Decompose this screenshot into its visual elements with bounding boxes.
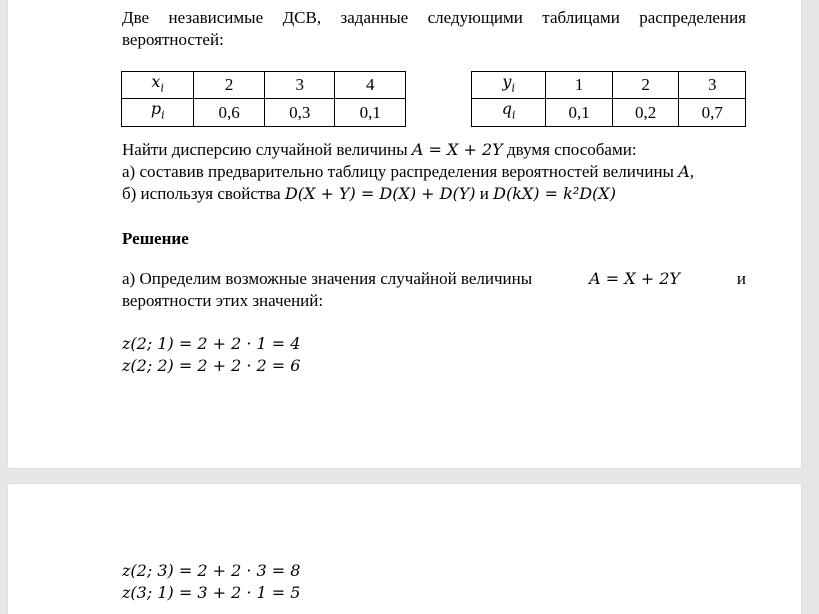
intro-line-1: Две независимые ДСВ, заданные следующими таблицами распределения bbox=[122, 8, 746, 27]
item-b-text: б) используя свойства bbox=[122, 184, 281, 203]
item-b-formula-1: D(X + Y) = D(X) + D(Y) bbox=[284, 184, 476, 203]
table-cell: 0,1 bbox=[546, 99, 613, 126]
task-line bbox=[122, 139, 637, 161]
table-cell: 2 bbox=[612, 72, 679, 99]
equation-line: z(2; 2) = 2 + 2 · 2 = 6 bbox=[122, 356, 301, 375]
table-row bbox=[472, 72, 746, 99]
document-page-2 bbox=[8, 484, 801, 614]
table-row bbox=[472, 99, 746, 126]
item-b-and: и bbox=[479, 184, 489, 203]
document-page-1 bbox=[8, 0, 801, 468]
table-row bbox=[122, 72, 406, 99]
solution-para-a-line-2: вероятности этих значений: bbox=[122, 291, 324, 310]
item-b-formula-2: D(kX) = k²D(X) bbox=[493, 184, 616, 203]
table-cell: 3 bbox=[264, 72, 335, 99]
item-a-var: A bbox=[678, 162, 690, 181]
item-a-text: а) составив предварительно таблицу распределения вероятностей величины bbox=[122, 162, 674, 181]
task-tail: двумя способами: bbox=[506, 140, 637, 159]
table-cell: 0,1 bbox=[335, 99, 406, 126]
para-a-and: и bbox=[736, 269, 746, 288]
task-formula: A = X + 2Y bbox=[411, 140, 503, 159]
table-header-cell: $q_i$ bbox=[472, 99, 546, 126]
table-cell: 0,2 bbox=[612, 99, 679, 126]
solution-heading: Решение bbox=[122, 229, 189, 248]
table-cell: 4 bbox=[335, 72, 406, 99]
para-a-formula: A = X + 2Y bbox=[589, 269, 680, 288]
table-header-cell: $y_i$ bbox=[472, 72, 546, 99]
equation-line: z(3; 1) = 3 + 2 · 1 = 5 bbox=[122, 583, 301, 602]
item-a-line bbox=[122, 161, 694, 183]
item-b-line bbox=[122, 183, 616, 205]
equation-line: z(2; 1) = 2 + 2 · 1 = 4 bbox=[122, 334, 301, 353]
task-text: Найти дисперсию случайной величины bbox=[122, 140, 408, 159]
table-cell: 1 bbox=[546, 72, 613, 99]
table-header-cell: $p_i$ bbox=[122, 99, 194, 126]
para-a-text: а) Определим возможные значения случайной величины bbox=[122, 269, 533, 288]
table-cell: 3 bbox=[679, 72, 746, 99]
table-cell: 0,6 bbox=[194, 99, 265, 126]
table-cell: 0,7 bbox=[679, 99, 746, 126]
solution-para-a-line-1 bbox=[122, 268, 746, 290]
table-cell: 2 bbox=[194, 72, 265, 99]
table-header-cell: $x_i$ bbox=[122, 72, 194, 99]
intro-line-2: вероятностей: bbox=[122, 30, 224, 49]
distribution-table-x bbox=[121, 71, 406, 127]
table-cell: 0,3 bbox=[264, 99, 335, 126]
item-a-tail: , bbox=[689, 162, 695, 181]
equation-line: z(2; 3) = 2 + 2 · 3 = 8 bbox=[122, 561, 301, 580]
distribution-table-y bbox=[471, 71, 746, 127]
table-row bbox=[122, 99, 406, 126]
